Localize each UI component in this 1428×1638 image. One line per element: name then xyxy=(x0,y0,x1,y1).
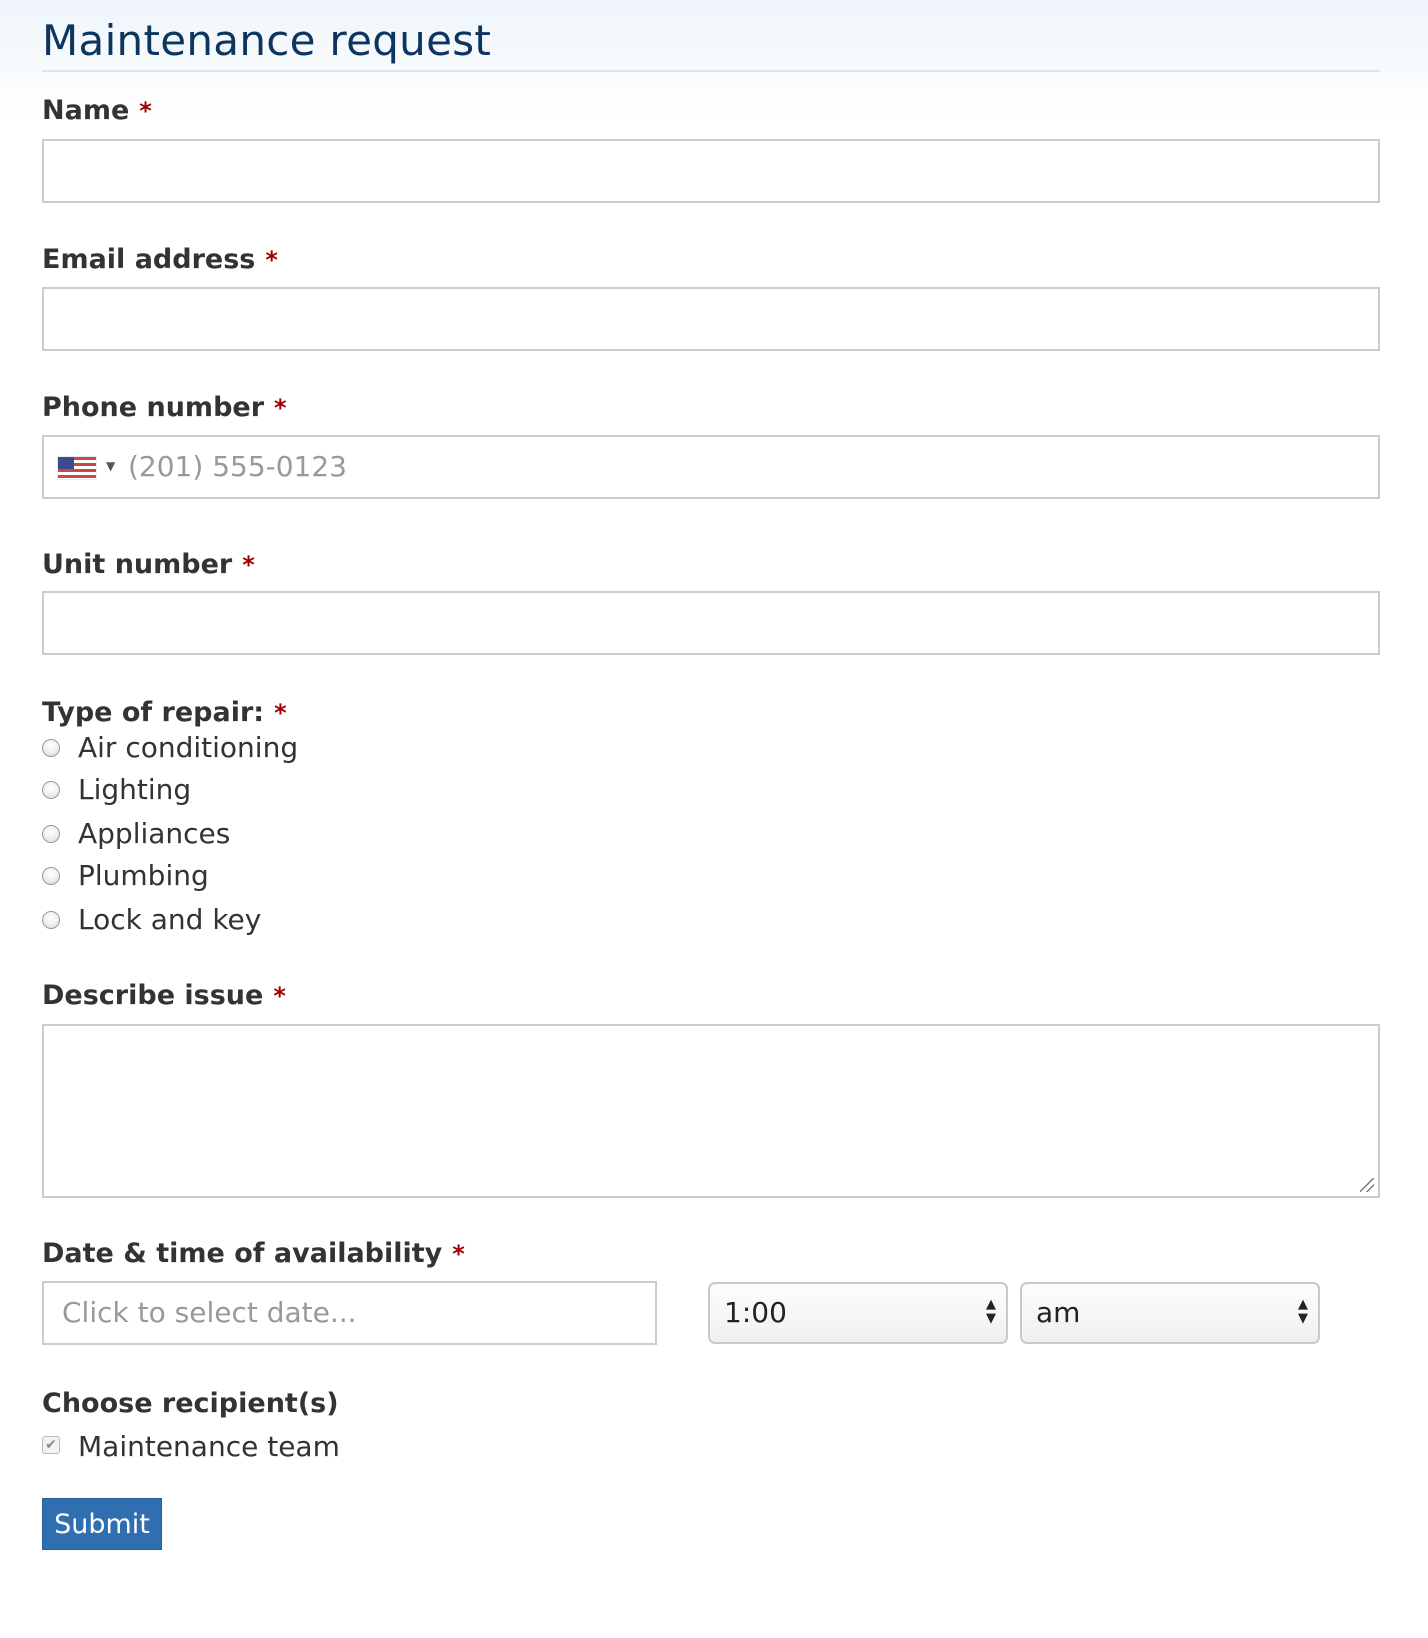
option-label: Lighting xyxy=(78,773,192,806)
option-label: Plumbing xyxy=(78,859,209,892)
checkbox-checked[interactable]: ✔ xyxy=(42,1436,60,1454)
unit-number-input[interactable] xyxy=(42,591,1380,655)
option-label: Appliances xyxy=(78,817,231,850)
repair-type-label xyxy=(42,696,287,730)
required-marker: * xyxy=(274,699,287,727)
name-label-text: Name xyxy=(42,95,130,126)
resize-handle-icon[interactable] xyxy=(1360,1178,1374,1192)
radio-button[interactable] xyxy=(42,867,60,885)
availability-label-text: Date & time of availability xyxy=(42,1238,443,1269)
page-title: Maintenance request xyxy=(42,16,492,65)
radio-button[interactable] xyxy=(42,781,60,799)
us-flag-icon[interactable] xyxy=(58,457,96,479)
option-label: Air conditioning xyxy=(78,731,299,764)
email-label xyxy=(42,243,278,277)
option-label: Maintenance team xyxy=(78,1430,340,1463)
required-marker: * xyxy=(139,97,152,125)
radio-button[interactable] xyxy=(42,911,60,929)
phone-placeholder: (201) 555-0123 xyxy=(128,450,347,483)
unit-label-text: Unit number xyxy=(42,549,233,580)
describe-issue-label-text: Describe issue xyxy=(42,980,264,1011)
required-marker: * xyxy=(265,246,278,274)
submit-button[interactable]: Submit xyxy=(42,1498,162,1550)
phone-input[interactable] xyxy=(42,435,1380,499)
title-divider xyxy=(42,70,1380,72)
name-label xyxy=(42,94,152,128)
phone-label-text: Phone number xyxy=(42,392,265,423)
email-input[interactable] xyxy=(42,287,1380,351)
date-picker-input[interactable] xyxy=(42,1281,657,1345)
phone-label xyxy=(42,391,287,425)
ampm-select-value: am xyxy=(1036,1296,1081,1329)
name-input[interactable] xyxy=(42,139,1380,203)
unit-label xyxy=(42,548,255,582)
select-arrows-icon: ▲ ▼ xyxy=(986,1297,996,1326)
radio-button[interactable] xyxy=(42,825,60,843)
email-label-text: Email address xyxy=(42,244,256,275)
time-select-value: 1:00 xyxy=(724,1296,787,1329)
select-arrows-icon: ▲ ▼ xyxy=(1298,1297,1308,1326)
date-placeholder: Click to select date... xyxy=(62,1296,357,1329)
required-marker: * xyxy=(273,982,286,1010)
country-dropdown-caret-icon[interactable]: ▼ xyxy=(106,459,116,473)
radio-button[interactable] xyxy=(42,739,60,757)
availability-label xyxy=(42,1237,465,1271)
describe-issue-label xyxy=(42,979,286,1013)
required-marker: * xyxy=(452,1240,465,1268)
required-marker: * xyxy=(242,551,255,579)
repair-type-label-text: Type of repair: xyxy=(42,697,265,728)
required-marker: * xyxy=(274,394,287,422)
ampm-select[interactable] xyxy=(1020,1282,1320,1344)
recipients-label xyxy=(42,1387,339,1421)
option-label: Lock and key xyxy=(78,903,262,936)
recipients-label-text: Choose recipient(s) xyxy=(42,1388,339,1419)
describe-issue-textarea[interactable] xyxy=(42,1024,1380,1198)
time-select[interactable] xyxy=(708,1282,1008,1344)
